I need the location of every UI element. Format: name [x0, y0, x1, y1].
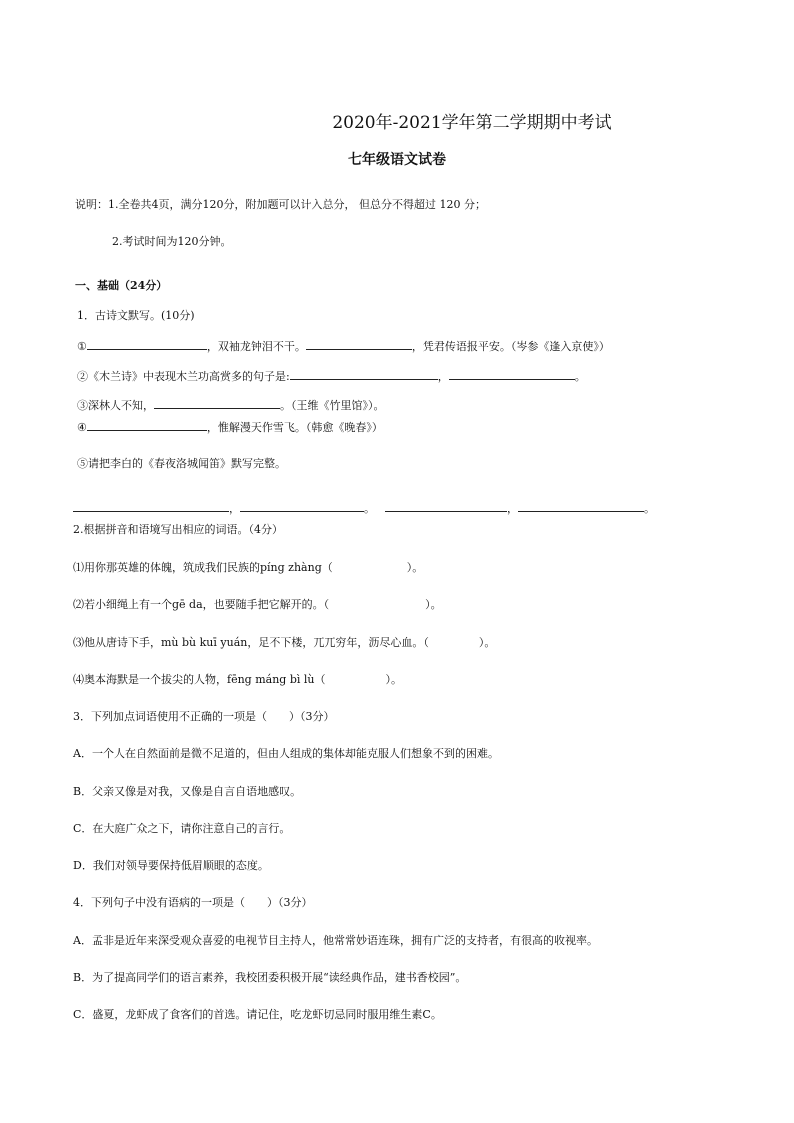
- instructions-line-1: 说明：1.全卷共4页，满分120分，附加题可以计入总分， 但总分不得超过 120 分；: [75, 198, 486, 211]
- q2-item-1-text: ⑴用你那英雄的体魄，筑成我们民族的píng zhàng（: [73, 561, 333, 574]
- answer-blank[interactable]: [240, 500, 364, 512]
- q4-option-c: C．盛夏，龙虾成了食客们的首选。请记住，吃龙虾切忌同时服用维生素C。: [73, 1008, 442, 1021]
- q1-item-2-sep: ，: [437, 370, 449, 383]
- q2-item-1: [73, 561, 423, 575]
- q3-option-b: B．父亲又像是对我，又像是自言自语地感叹。: [73, 785, 302, 798]
- q1-item-5: ⑤请把李白的《春夜洛城闻笛》默写完整。: [77, 457, 286, 470]
- question-2-title: 2.根据拼音和语境写出相应的词语。（4分）: [73, 523, 283, 536]
- q1-item-3-text-b: 。（王维《竹里馆》）。: [280, 399, 385, 412]
- q1-item-4-mark: ④: [77, 421, 87, 434]
- q1-item-5-end: 。: [644, 502, 655, 515]
- q2-item-4-close: ）。: [385, 673, 402, 686]
- q2-item-1-close: ）。: [406, 561, 424, 574]
- q1-item-1-mark: ①: [77, 340, 87, 353]
- answer-blank[interactable]: [73, 500, 229, 512]
- q2-item-2: [73, 598, 442, 612]
- section-heading-basics: 一、基础（24分）: [75, 279, 168, 292]
- exam-title: 2020年-2021学年第二学期期中考试: [332, 113, 612, 133]
- q3-option-d: D．我们对领导要保持低眉顺眼的态度。: [73, 859, 269, 872]
- q4-option-b: B．为了提高同学们的语言素养，我校团委积极开展“读经典作品，建书香校园”。: [73, 971, 467, 984]
- answer-blank[interactable]: [518, 500, 644, 512]
- q1-item-2-text: ②《木兰诗》中表现木兰功高赏多的句子是:: [77, 370, 290, 383]
- q2-item-4: [73, 673, 402, 687]
- q1-item-3-text-a: ③深林人不知，: [77, 399, 154, 412]
- question-3-title: 3．下列加点词语使用不正确的一项是（ ）（3分）: [73, 710, 335, 723]
- question-4-title: 4．下列句子中没有语病的一项是（ ）（3分）: [73, 896, 313, 909]
- answer-blank[interactable]: [87, 419, 207, 431]
- q1-item-4: [77, 419, 383, 435]
- q4-option-a: A．孟非是近年来深受观众喜爱的电视节目主持人，他常常妙语连珠，拥有广泛的支持者，有很高的收视率。: [73, 934, 598, 947]
- q1-item-1: [77, 338, 610, 354]
- q1-item-1-text-a: ，双袖龙钟泪不干。: [206, 340, 306, 353]
- q2-item-4-text: ⑷奥本海默是一个拔尖的人物，fēng máng bì lù（: [73, 673, 326, 686]
- answer-blank[interactable]: [306, 338, 412, 350]
- instructions-line-2: 2.考试时间为120分钟。: [112, 235, 232, 248]
- q1-item-4-text: ，惟解漫天作雪飞。（韩愈《晚春》）: [206, 421, 383, 434]
- q1-item-5-sep-2: 。: [364, 502, 375, 515]
- exam-subtitle: 七年级语文试卷: [348, 152, 446, 168]
- q1-item-5-sep-1: ，: [229, 502, 240, 515]
- q3-option-a: A．一个人在自然面前是微不足道的，但由人组成的集体却能克服人们想象不到的困难。: [73, 747, 499, 760]
- q2-item-3-close: ）。: [478, 636, 496, 649]
- answer-blank[interactable]: [87, 338, 207, 350]
- q1-item-1-text-b: ，凭君传语报平安。（岑参《逢入京使》）: [411, 340, 610, 353]
- q1-item-3: [77, 397, 385, 413]
- q1-item-2-end: 。: [574, 370, 586, 383]
- q1-item-2: [77, 368, 586, 384]
- question-1-title: 1．古诗文默写。(10分): [77, 309, 195, 322]
- q2-item-2-text: ⑵若小细绳上有一个gē da，也要随手把它解开的。（: [73, 598, 330, 611]
- answer-blank[interactable]: [154, 397, 280, 409]
- q2-item-3-text: ⑶他从唐诗下手，mù bù kuī yuán，足不下楼，兀兀穷年，沥尽心血。（: [73, 636, 429, 649]
- q2-item-3: [73, 636, 495, 650]
- q1-item-5-sep-3: ，: [507, 502, 518, 515]
- q1-item-5-answer-line: [73, 500, 655, 516]
- q2-item-2-close: ）。: [425, 598, 442, 611]
- answer-blank[interactable]: [385, 500, 507, 512]
- answer-blank[interactable]: [290, 368, 438, 380]
- answer-blank[interactable]: [449, 368, 575, 380]
- q3-option-c: C．在大庭广众之下，请你注意自己的言行。: [73, 822, 291, 835]
